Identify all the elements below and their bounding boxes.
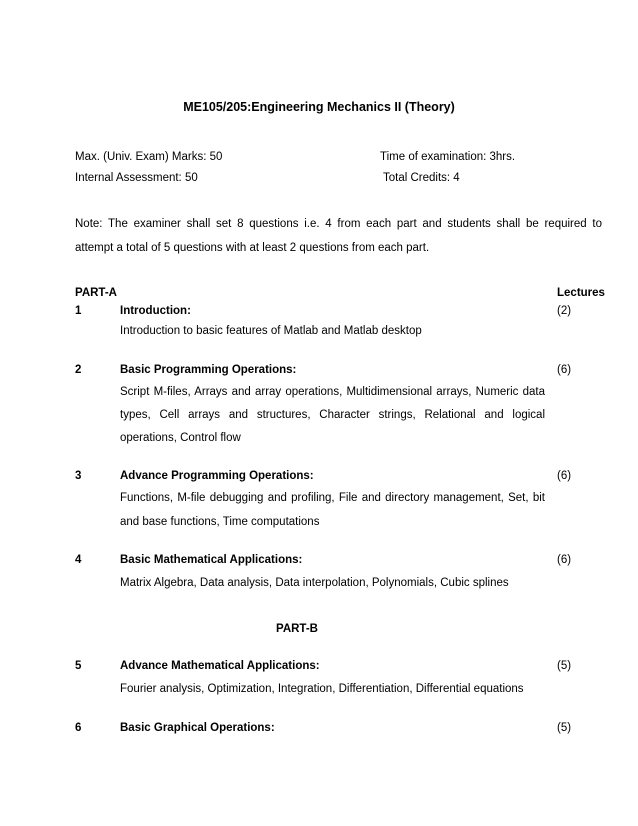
unit-heading: Basic Programming Operations:	[120, 364, 297, 376]
unit-content: Matrix Algebra, Data analysis, Data interpolation, Polynomials, Cubic splines	[120, 577, 509, 589]
max-marks: Max. (Univ. Exam) Marks: 50	[75, 151, 223, 163]
unit-heading: Advance Mathematical Applications:	[120, 660, 320, 672]
unit-content: and base functions, Time computations	[120, 516, 320, 528]
unit-lectures: (2)	[557, 305, 572, 317]
exam-time: Time of examination: 3hrs.	[380, 151, 516, 163]
note-line-1: Note: The examiner shall set 8 questions i.e. 4 from each part and students shall be required to	[75, 218, 602, 230]
note-line-2: attempt a total of 5 questions with at least 2 questions from each part.	[75, 242, 430, 254]
total-credits: Total Credits: 4	[383, 172, 460, 184]
unit-number: 5	[75, 660, 82, 672]
unit-lectures: (6)	[557, 364, 572, 376]
unit-number: 4	[75, 554, 82, 566]
internal-assessment: Internal Assessment: 50	[75, 172, 198, 184]
unit-heading: Basic Graphical Operations:	[120, 722, 275, 734]
unit-heading: Advance Programming Operations:	[120, 470, 314, 482]
page-title: ME105/205:Engineering Mechanics II (Theory)	[183, 100, 455, 114]
unit-lectures: (6)	[557, 470, 572, 482]
unit-number: 1	[75, 305, 82, 317]
part-a-heading: PART-A	[75, 287, 117, 299]
unit-content: Functions, M-file debugging and profiling, File and directory management, Set, bit	[120, 492, 545, 504]
unit-content: operations, Control flow	[120, 432, 241, 444]
unit-lectures: (5)	[557, 722, 572, 734]
unit-content: Fourier analysis, Optimization, Integration, Differentiation, Differential equations	[120, 683, 524, 695]
unit-content: Introduction to basic features of Matlab and Matlab desktop	[120, 325, 422, 337]
unit-content: types, Cell arrays and structures, Character strings, Relational and logical	[120, 409, 545, 421]
unit-content: Script M-files, Arrays and array operations, Multidimensional arrays, Numeric data	[120, 386, 545, 398]
unit-heading: Introduction:	[120, 305, 191, 317]
lectures-heading: Lectures	[557, 287, 605, 299]
unit-number: 6	[75, 722, 82, 734]
part-b-heading: PART-B	[276, 623, 318, 635]
unit-heading: Basic Mathematical Applications:	[120, 554, 303, 566]
unit-number: 3	[75, 470, 82, 482]
unit-number: 2	[75, 364, 82, 376]
unit-lectures: (5)	[557, 660, 572, 672]
unit-lectures: (6)	[557, 554, 572, 566]
